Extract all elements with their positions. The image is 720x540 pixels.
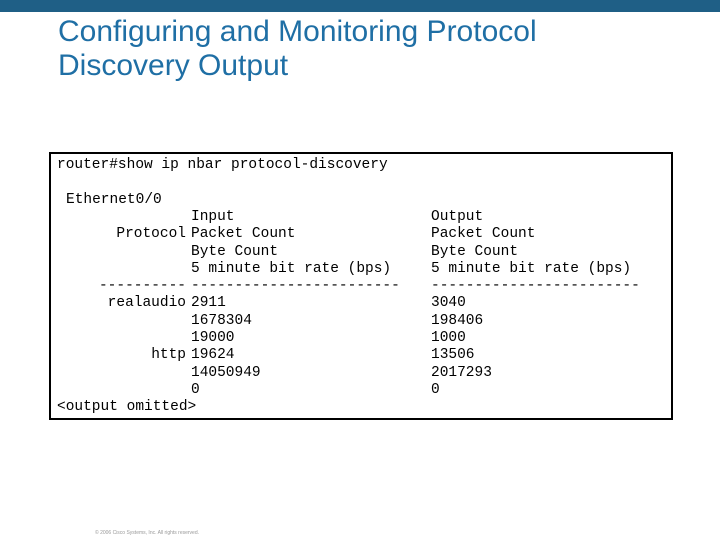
col3-line: 13506	[431, 347, 475, 364]
terminal-output	[49, 152, 673, 420]
output-omitted-note: <output omitted>	[57, 399, 197, 415]
col3-line: 0	[431, 381, 440, 398]
col1-line	[68, 313, 186, 330]
command-line: router#show ip nbar protocol-discovery	[57, 157, 388, 173]
col1-line	[68, 261, 186, 278]
col2-line: 19624	[191, 347, 235, 364]
col2-line: ------------------------	[191, 278, 400, 295]
col3-line: Byte Count	[431, 243, 519, 260]
col1-line: http	[151, 347, 186, 364]
col3-line: 5 minute bit rate (bps)	[431, 260, 632, 277]
col2-line: 19000	[191, 330, 235, 347]
title-line-2: Discovery Output	[58, 49, 289, 82]
output-column	[431, 209, 640, 399]
col2-line: 14050949	[191, 364, 261, 381]
interface-label: Ethernet0/0	[66, 192, 162, 208]
col2-line: Packet Count	[191, 226, 296, 243]
protocol-column	[68, 209, 186, 399]
col3-line: 1000	[431, 330, 466, 347]
col1-line: Protocol	[116, 226, 186, 243]
copyright-footer: © 2006 Cisco Systems, Inc. All rights reserved.	[95, 530, 200, 536]
col3-line: Packet Count	[431, 226, 536, 243]
col2-line: 2911	[191, 295, 226, 312]
col3-line: Output	[431, 209, 484, 225]
title-line-1: Configuring and Monitoring Protocol	[58, 15, 537, 48]
col2-line: 1678304	[191, 312, 252, 329]
col2-line: Byte Count	[191, 243, 279, 260]
col2-line: Input	[191, 209, 235, 225]
col1-line	[68, 330, 186, 347]
input-column	[191, 209, 400, 399]
col3-line: 198406	[431, 312, 484, 329]
col3-line: 3040	[431, 295, 466, 312]
col1-line	[68, 209, 186, 226]
col3-line: ------------------------	[431, 278, 640, 295]
col1-line	[68, 382, 186, 399]
col1-line: ----------	[98, 278, 186, 295]
col2-line: 0	[191, 381, 200, 398]
col1-line	[68, 365, 186, 382]
col3-line: 2017293	[431, 364, 492, 381]
col1-line: realaudio	[107, 295, 186, 312]
col2-line: 5 minute bit rate (bps)	[191, 260, 392, 277]
slide-title	[58, 15, 698, 83]
col1-line	[68, 244, 186, 261]
top-bar	[0, 0, 720, 12]
